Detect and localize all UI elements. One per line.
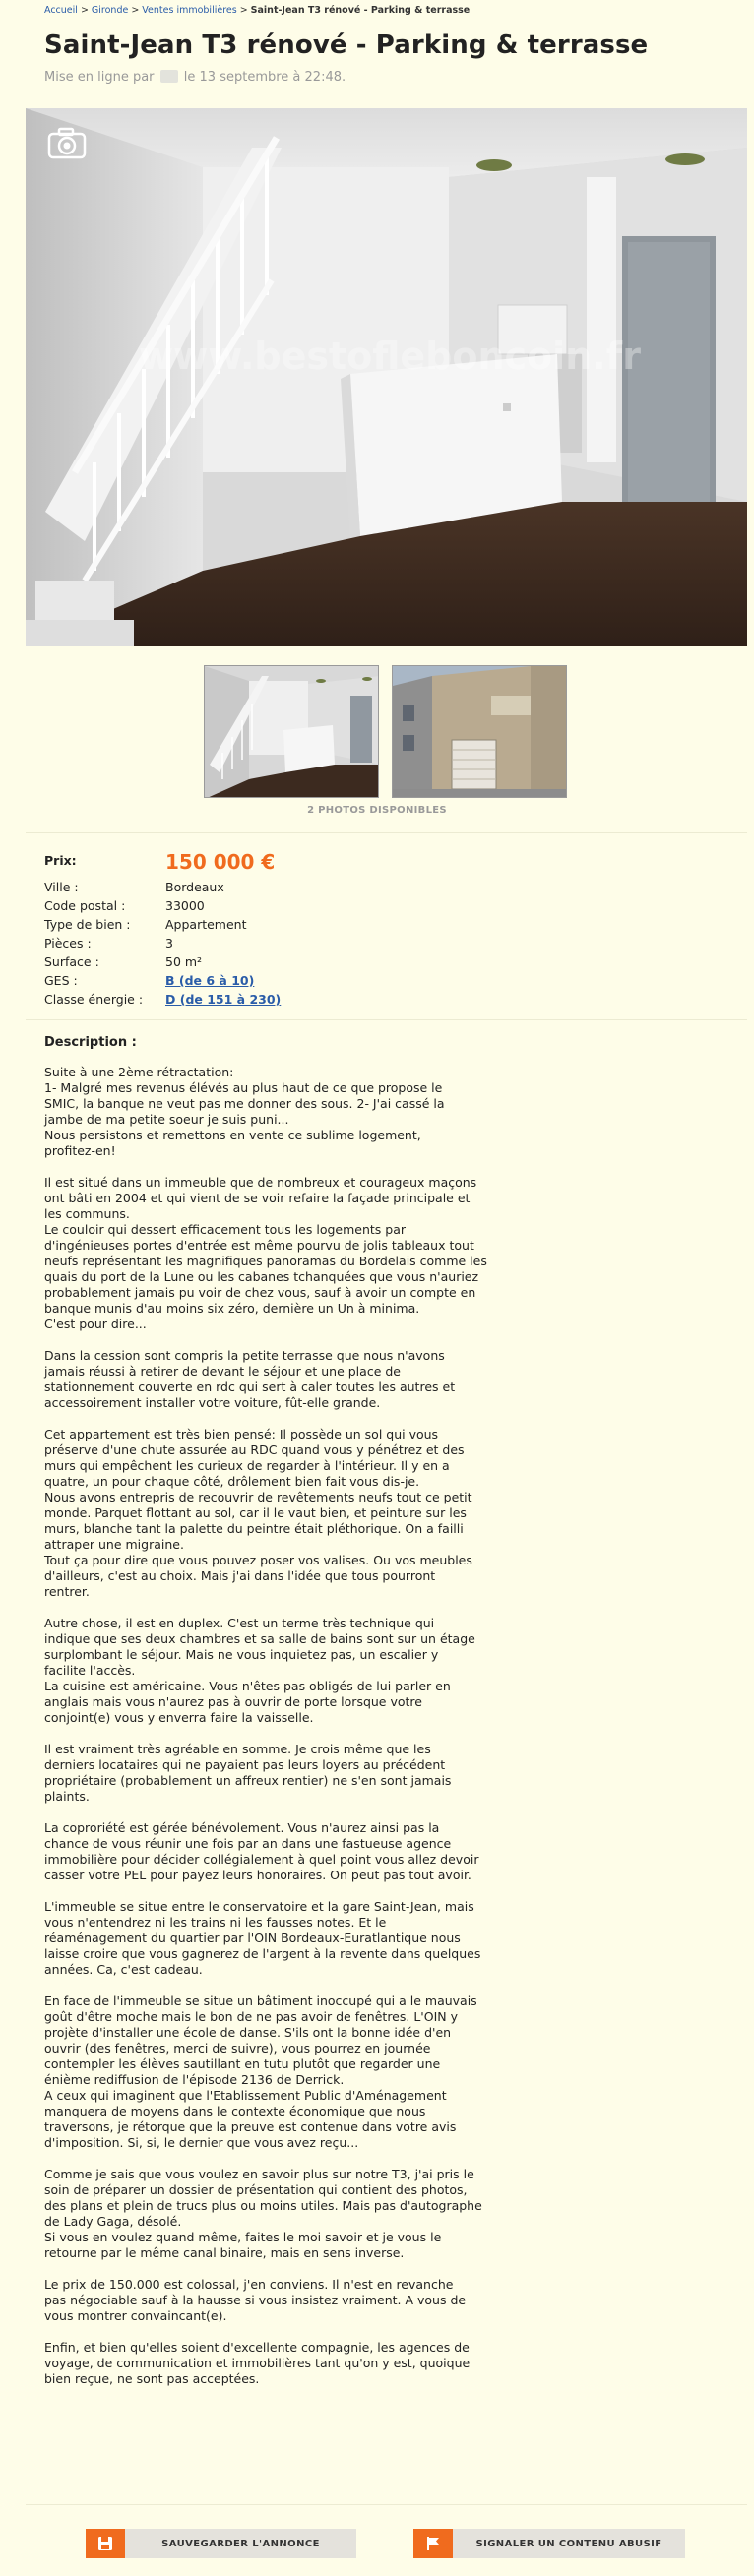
- spec-label: Type de bien :: [44, 917, 131, 932]
- flag-icon: [413, 2529, 453, 2558]
- description-paragraph: Cet appartement est très bien pensé: Il possède un sol qui vous préserve d'une chute assurée au RDC quand vous y pénétrez et des murs qui empêchent les curieux de regarder à l'intérieur. Il y en a quatre, un pour chaque côté, drôlement bien fait vous dis-je. Nous avons entrepris de recouvrir de revêtements neufs tout ce petit monde. Parquet flottant au sol, car il le vaut bien, et peinture sur les murs, blanche tant la palette du peintre était pléthorique. On a failli attraper une migraine. Tout ça pour dire que vous pouvez poser vos valises. Ou vos meubles d'ailleurs, c'est au choix. Mais j'ai dans l'idée que tous pourront rentrer.: [44, 1427, 472, 1599]
- breadcrumb-current: Saint-Jean T3 rénové - Parking & terrasse: [250, 5, 471, 16]
- description-paragraph: Il est vraiment très agréable en somme. Je crois même que les derniers locataires qui ne payaient pas leurs loyers au précédent propriétaire (probablement un affreux rentier) ne s'en sont jamais plaints.: [44, 1742, 452, 1804]
- breadcrumb-category-link[interactable]: Ventes immobilières: [142, 5, 237, 16]
- breadcrumb-separator: >: [80, 5, 89, 16]
- posted-prefix: Mise en ligne par: [44, 70, 155, 85]
- description-paragraph: Autre chose, il est en duplex. C'est un terme très technique qui indique que ses deux chambres et sa salle de bains sont sur un étage surplombant le séjour. Mais ne vous inquietez pas, un escalier y facilite l'accès. La cuisine est américaine. Vous n'êtes pas obligés de lui parler en anglais mais vous n'aurez pas à ouvrir de porte lorsque votre conjoint(e) vous y enverra faire la vaisselle.: [44, 1616, 475, 1725]
- breadcrumb-region-link[interactable]: Gironde: [91, 5, 129, 16]
- breadcrumb-home-link[interactable]: Accueil: [44, 5, 78, 16]
- page-title: Saint-Jean T3 rénové - Parking & terrasse: [44, 31, 649, 60]
- description-title: Description :: [44, 1035, 137, 1050]
- photo-watermark: www.bestofleboncoin.fr: [139, 335, 641, 378]
- thumbnail-photo-1[interactable]: [204, 665, 379, 798]
- photo-count-label: 2 PHOTOS DISPONIBLES: [307, 805, 447, 816]
- description-paragraph: En face de l'immeuble se situe un bâtiment inoccupé qui a le mauvais goût d'être moche mais le bon de ne pas avoir de fenêtres. L'OIN y projète d'installer une école de danse. S'ils ont la bonne idée d'en ouvrir (des fenêtres, merci de suivre), vous pourrez en journée contempler les élèves sautillant en tutu plutôt que regarder une énième rediffusion de l'épisode 2136 de Derrick. A ceux qui imaginent que l'Etablissement Public d'Aménagement manquera de moyens dans le contexte économique que nous traversons, je rétorque que la preuve est contenue dans votre avis d'imposition. Si, si, le dernier que vous avez reçu...: [44, 1993, 477, 2150]
- posted-info: [44, 70, 346, 85]
- thumbnail-photo-2[interactable]: [392, 665, 567, 798]
- divider: [26, 2504, 747, 2505]
- breadcrumb: [44, 5, 470, 16]
- description-paragraph: Enfin, et bien qu'elles soient d'excellente compagnie, les agences de voyage, de communication et immobilières tant qu'on y est, quoique bien reçue, ne sont pas acceptées.: [44, 2340, 471, 2386]
- description-paragraph: L'immeuble se situe entre le conservatoire et la gare Saint-Jean, mais vous n'entendrez ni les trains ni les fausses notes. Et le réaménagement du quartier par l'OIN Bordeaux-Euratlantique nous laisse croire que vous gagnerez de l'argent à la revente dans quelques années. Ca, c'est cadeau.: [44, 1899, 481, 1977]
- description-body: [44, 1065, 512, 2403]
- spec-label: Ville :: [44, 880, 79, 894]
- spec-value: 50 m²: [165, 954, 203, 969]
- listing-actions: [0, 2529, 754, 2558]
- spec-label: Pièces :: [44, 936, 92, 951]
- spec-value: 3: [165, 936, 173, 951]
- save-listing-button[interactable]: [86, 2529, 356, 2558]
- save-icon: [86, 2529, 125, 2558]
- price-value: 150 000 €: [165, 850, 276, 874]
- photo-thumbnails: [204, 665, 568, 798]
- spec-label: Classe énergie :: [44, 992, 144, 1007]
- spec-label: Surface :: [44, 954, 99, 969]
- description-paragraph: La coproriété est gérée bénévolement. Vous n'aurez ainsi pas la chance de vous réunir une fois par an dans une fastueuse agence immobilière pour décider collégialement à quel point vous allez devoir casser votre PEL pour payez leurs honoraires. On peut pas tout avoir.: [44, 1820, 479, 1882]
- description-paragraph: Le prix de 150.000 est colossal, j'en conviens. Il n'est en revanche pas négociable sauf à la hausse si vous insistez vraiment. A vous de vous montrer convaincant(e).: [44, 2277, 467, 2323]
- posted-date: le 13 septembre à 22:48.: [183, 70, 346, 85]
- spec-value: 33000: [165, 898, 205, 913]
- energy-class-link[interactable]: D (de 151 à 230): [165, 992, 282, 1007]
- spec-label: GES :: [44, 973, 78, 988]
- description-paragraph: Dans la cession sont compris la petite terrasse que nous n'avons jamais réussi à retirer de devant le séjour et une place de stationnement couverte en rdc qui sert à caler toutes les autres et accessoirement installer votre voiture, fût-elle grande.: [44, 1348, 456, 1410]
- save-listing-label: SAUVEGARDER L'ANNONCE: [161, 2538, 320, 2549]
- divider: [26, 1019, 747, 1020]
- description-paragraph: Il est situé dans un immeuble que de nombreux et courageux maçons ont bâti en 2004 et qui vient de se voir refaire la façade principale et les communs. Le couloir qui dessert efficacement tous les logements par d'ingénieuses portes d'entrée est même pourvu de jolis tableaux tout neufs représentant les magnifiques panoramas du Bordelais comme les quais du port de la Lune ou les cabanes tchanquées que vous n'auriez probablement jamais pu voir de chez vous, sauf à avoir un compte en banque munis d'au moins six zéro, dernière un Un à minima. C'est pour dire...: [44, 1175, 487, 1331]
- spec-value: Bordeaux: [165, 880, 224, 894]
- breadcrumb-separator: >: [131, 5, 140, 16]
- spec-value: Appartement: [165, 917, 247, 932]
- report-abuse-button[interactable]: [413, 2529, 685, 2558]
- price-label: Prix:: [44, 853, 77, 868]
- breadcrumb-separator: >: [239, 5, 248, 16]
- main-photo-image: [26, 108, 747, 646]
- main-photo[interactable]: [26, 108, 747, 646]
- camera-icon: [47, 126, 87, 159]
- description-paragraph: Suite à une 2ème rétractation: 1- Malgré mes revenus élévés au plus haut de ce que propose le SMIC, la banque ne veut pas me donner des sous. 2- J'ai cassé la jambe de ma petite soeur je suis puni... Nous persistons et remettons en vente ce sublime logement, profitez-en!: [44, 1065, 445, 1158]
- description-paragraph: Comme je sais que vous voulez en savoir plus sur notre T3, j'ai pris le soin de préparer un dossier de présentation qui contient des photos, des plans et plein de trucs plus ou moins utiles. Mais pas d'autographe de Lady Gaga, désolé. Si vous en voulez quand même, faites le moi savoir et je vous le retourne par le même canal binaire, mais en sens inverse.: [44, 2167, 482, 2260]
- author-name-blurred[interactable]: [160, 70, 178, 83]
- ges-link[interactable]: B (de 6 à 10): [165, 973, 255, 988]
- divider: [26, 832, 747, 833]
- spec-label: Code postal :: [44, 898, 126, 913]
- report-abuse-label: SIGNALER UN CONTENU ABUSIF: [475, 2538, 662, 2549]
